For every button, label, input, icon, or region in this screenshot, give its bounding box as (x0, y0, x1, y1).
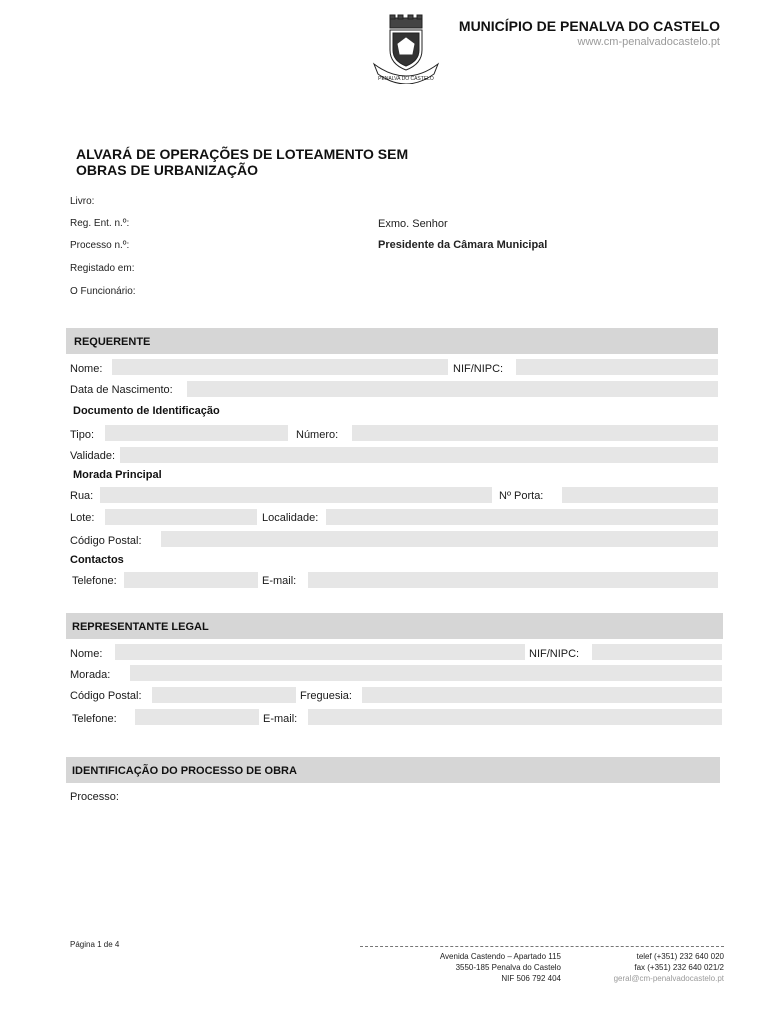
registry-processo-label: Processo n.º: (70, 240, 130, 251)
req-rua-label: Rua: (70, 490, 94, 502)
req-lote-label: Lote: (70, 512, 95, 524)
req-nome-label: Nome: (70, 363, 103, 375)
section-requerente (66, 328, 718, 354)
registry-livro-label: Livro: (70, 196, 95, 207)
req-validade-label: Validade: (70, 450, 116, 462)
req-nif-label: NIF/NIPC: (453, 363, 504, 375)
rep-telefone-input[interactable] (135, 709, 259, 725)
municipality-website: www.cm-penalvadocastelo.pt (577, 36, 720, 48)
addressee-salutation: Exmo. Senhor (378, 218, 448, 230)
req-data-nascimento-input[interactable] (187, 381, 718, 397)
rep-email-input[interactable] (308, 709, 722, 725)
section-processo-obra (66, 757, 720, 783)
processo-label: Processo: (70, 791, 119, 803)
rep-telefone-label: Telefone: (72, 713, 117, 725)
req-codigo-postal-input[interactable] (161, 531, 718, 547)
section-representante-title: REPRESENTANTE LEGAL (72, 621, 209, 633)
rep-morada-input[interactable] (130, 665, 722, 681)
req-email-label: E-mail: (262, 575, 297, 587)
registry-registado-label: Registado em: (70, 263, 135, 274)
req-tipo-input[interactable] (105, 425, 288, 441)
rep-nif-input[interactable] (592, 644, 722, 660)
addressee-recipient: Presidente da Câmara Municipal (378, 239, 548, 251)
footer-address (440, 951, 561, 984)
req-porta-input[interactable] (562, 487, 718, 503)
municipality-crest-logo (368, 14, 444, 84)
req-numero-input[interactable] (352, 425, 718, 441)
page-number: Página 1 de 4 (70, 940, 120, 949)
req-morada-heading: Morada Principal (73, 469, 162, 481)
req-lote-input[interactable] (105, 509, 257, 525)
req-doc-id-heading: Documento de Identificação (73, 405, 220, 417)
rep-email-label: E-mail: (263, 713, 298, 725)
footer-fax: fax (+351) 232 640 021/2 (634, 963, 724, 972)
footer-address-line1: Avenida Castendo – Apartado 115 (439, 952, 561, 961)
footer-address-line3: NIF 506 792 404 (501, 974, 561, 983)
document-title (76, 146, 408, 178)
footer-email: geral@cm-penalvadocastelo.pt (613, 974, 724, 983)
document-title-line1: ALVARÁ DE OPERAÇÕES DE LOTEAMENTO SEM (76, 146, 409, 162)
rep-freguesia-label: Freguesia: (300, 690, 352, 702)
section-processo-obra-title: IDENTIFICAÇÃO DO PROCESSO DE OBRA (72, 765, 297, 777)
rep-nome-label: Nome: (70, 648, 103, 660)
req-numero-label: Número: (296, 429, 339, 441)
document-title-line2: OBRAS DE URBANIZAÇÃO (76, 162, 258, 178)
municipality-name: MUNICÍPIO DE PENALVA DO CASTELO (458, 18, 720, 34)
rep-morada-label: Morada: (70, 669, 111, 681)
req-telefone-input[interactable] (124, 572, 258, 588)
req-rua-input[interactable] (100, 487, 492, 503)
crest-ribbon-text: PENALVA DO CASTELO (378, 76, 434, 82)
req-codigo-postal-label: Código Postal: (70, 535, 142, 547)
req-localidade-input[interactable] (326, 509, 718, 525)
req-contactos-heading: Contactos (70, 554, 124, 566)
req-nif-input[interactable] (516, 359, 718, 375)
req-email-input[interactable] (308, 572, 718, 588)
req-nome-input[interactable] (112, 359, 448, 375)
registry-funcionario-label: O Funcionário: (70, 286, 136, 297)
rep-codigo-postal-label: Código Postal: (70, 690, 142, 702)
section-representante (66, 613, 723, 639)
rep-nif-label: NIF/NIPC: (529, 648, 580, 660)
req-tipo-label: Tipo: (70, 429, 95, 441)
rep-codigo-postal-input[interactable] (152, 687, 296, 703)
req-data-nascimento-label: Data de Nascimento: (70, 384, 173, 396)
req-validade-input[interactable] (120, 447, 718, 463)
footer-divider (360, 946, 724, 947)
req-localidade-label: Localidade: (262, 512, 319, 524)
registry-reg-ent-label: Reg. Ent. n.º: (70, 218, 130, 229)
section-requerente-title: REQUERENTE (74, 336, 151, 348)
footer-contacts (614, 951, 724, 984)
req-porta-label: Nº Porta: (499, 490, 544, 502)
rep-freguesia-input[interactable] (362, 687, 722, 703)
rep-nome-input[interactable] (115, 644, 525, 660)
footer-phone: telef (+351) 232 640 020 (636, 952, 724, 961)
req-telefone-label: Telefone: (72, 575, 117, 587)
footer-address-line2: 3550-185 Penalva do Castelo (455, 963, 561, 972)
